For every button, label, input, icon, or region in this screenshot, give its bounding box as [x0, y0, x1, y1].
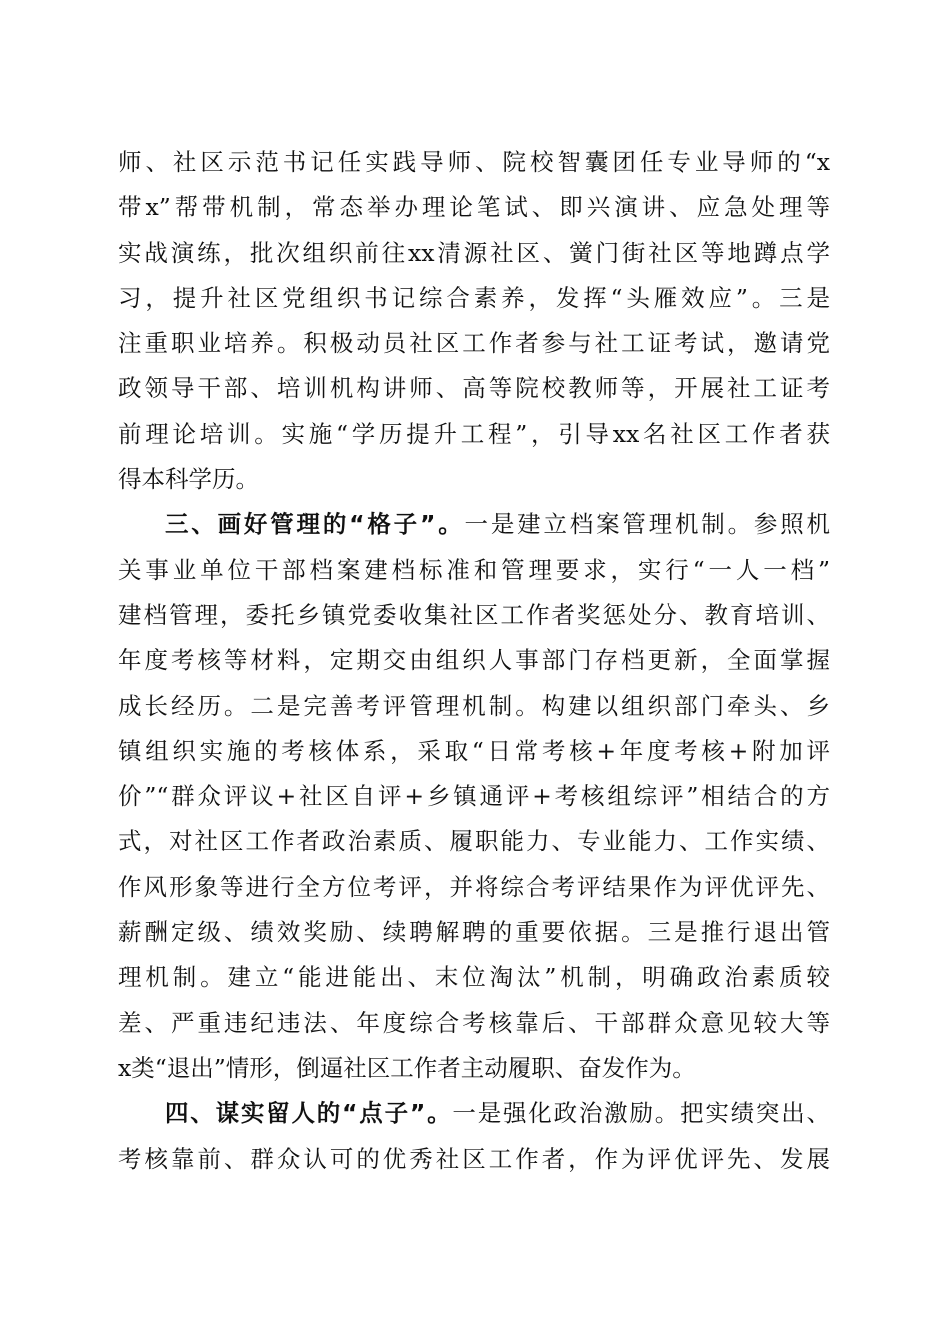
text-line — [118, 1091, 830, 1136]
text-line: 得本科学历。 — [118, 465, 259, 494]
text-segment: 一是强化政治激励。把实绩突出、 — [452, 1099, 831, 1128]
text-segment: 一是建立档案管理机制。参照机 — [464, 510, 831, 539]
text-line: 式，对社区工作者政治素质、履职能力、专业能力、工作实绩、 — [118, 827, 830, 856]
text-line: 作风形象等进行全方位考评，并将综合考评结果作为评优评先、 — [118, 872, 830, 901]
text-line: 实战演练，批次组织前往xx清源社区、黉门街社区等地蹲点学 — [118, 238, 830, 267]
text-line: 年度考核等材料，定期交由组织人事部门存档更新，全面掌握 — [118, 646, 830, 675]
text-line: 建档管理，委托乡镇党委收集社区工作者奖惩处分、教育培训、 — [118, 600, 830, 629]
text-line: 师、社区示范书记任实践导师、院校智囊团任专业导师的“x — [118, 148, 830, 176]
text-line: 理机制。建立“能进能出、末位淘汰”机制，明确政治素质较 — [118, 963, 830, 992]
text-line: 关事业单位干部档案建档标准和管理要求，实行“一人一档” — [118, 555, 830, 584]
text-line: x类“退出”情形，倒逼社区工作者主动履职、奋发作为。 — [118, 1053, 696, 1082]
text-line: 镇组织实施的考核体系，采取“日常考核+年度考核+附加评 — [118, 736, 830, 765]
paragraph-retention — [118, 1091, 830, 1182]
section-heading: 三、画好管理的“格子”。 — [165, 510, 465, 539]
text-line — [118, 502, 830, 547]
section-heading: 四、谋实留人的“点子”。 — [165, 1099, 453, 1128]
paragraph-continuation — [118, 140, 830, 502]
text-line: 政领导干部、培训机构讲师、高等院校教师等，开展社工证考 — [118, 374, 830, 403]
text-line: 习，提升社区党组织书记综合素养，发挥“头雁效应”。三是 — [118, 283, 830, 312]
text-line: 价”“群众评议+社区自评+乡镇通评+考核组综评”相结合的方 — [118, 782, 830, 811]
document-body — [118, 140, 830, 1182]
text-line: 注重职业培养。积极动员社区工作者参与社工证考试，邀请党 — [118, 329, 830, 358]
text-line: 差、严重违纪违法、年度综合考核靠后、干部群众意见较大等 — [118, 1008, 830, 1037]
text-line: 带x”帮带机制，常态举办理论笔试、即兴演讲、应急处理等 — [118, 193, 830, 222]
paragraph-management — [118, 502, 830, 1091]
text-line: 薪酬定级、绩效奖励、续聘解聘的重要依据。三是推行退出管 — [118, 918, 830, 947]
text-line: 考核靠前、群众认可的优秀社区工作者，作为评优评先、发展 — [118, 1144, 830, 1173]
text-line: 前理论培训。实施“学历提升工程”，引导xx名社区工作者获 — [118, 419, 830, 448]
text-line: 成长经历。二是完善考评管理机制。构建以组织部门牵头、乡 — [118, 691, 830, 720]
